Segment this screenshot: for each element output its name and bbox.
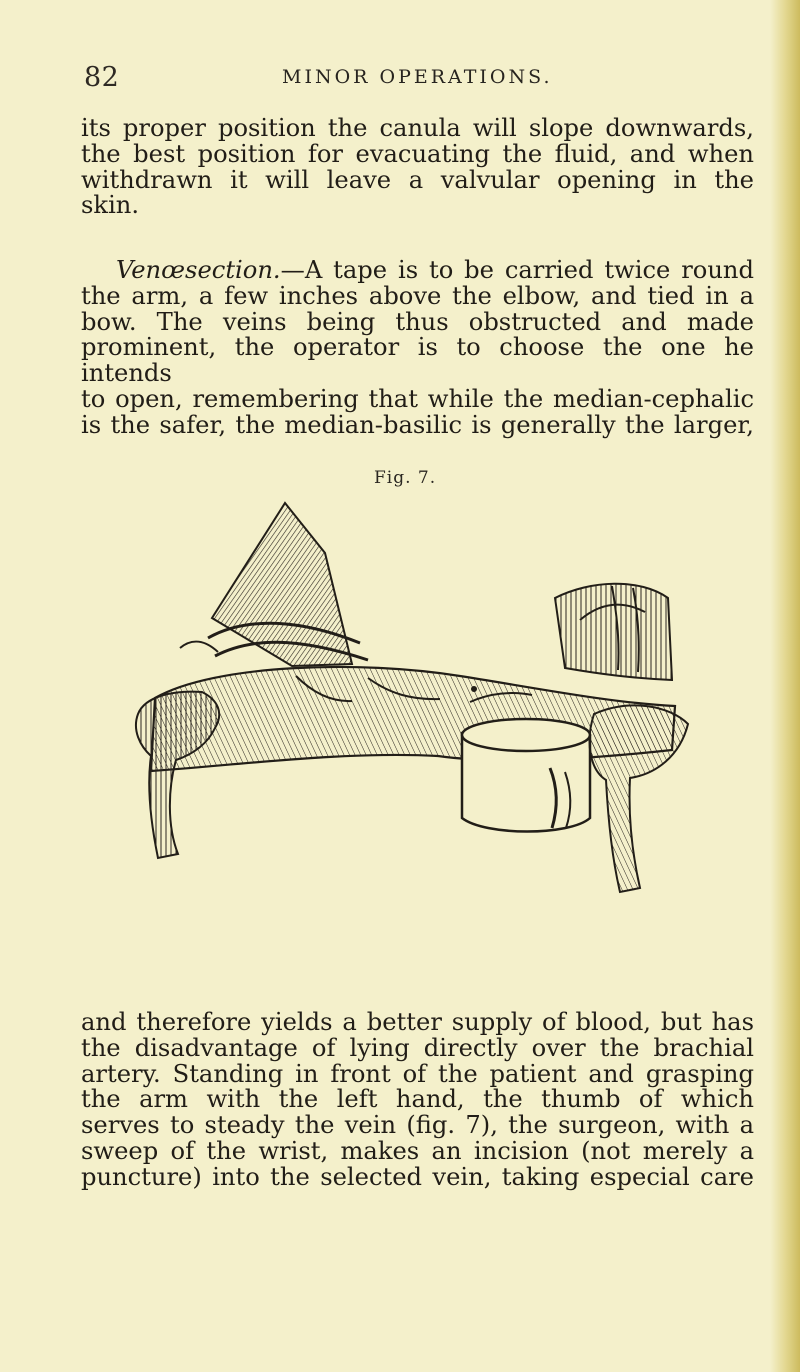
paragraph-line: to open, remembering that while the median-cephalic	[81, 384, 754, 413]
paragraph-line: serves to steady the vein (fig. 7), the surgeon, with a	[81, 1111, 754, 1140]
paragraph-line: the arm, a few inches above the elbow, and tied in a	[81, 281, 754, 310]
paragraph-line: the best position for evacuating the fluid, and when	[81, 139, 754, 168]
figure-label: Fig. 7.	[374, 468, 437, 488]
paragraph-line: prominent, the operator is to choose the one he intends	[81, 333, 754, 388]
arm-venesection-drawing	[120, 488, 695, 1008]
lower-right-hand-shape	[590, 705, 688, 892]
paragraph-line: is the safer, the median-basilic is generally the larger,	[81, 410, 754, 439]
page-number: 82	[84, 62, 120, 93]
paragraph-line-first	[81, 258, 754, 284]
paragraph-3	[81, 1010, 754, 1191]
figure-7-illustration	[120, 488, 695, 1008]
paragraph-line: sweep of the wrist, makes an incision (not merely a	[81, 1136, 754, 1165]
paragraph-line: puncture) into the selected vein, taking especial care	[81, 1162, 754, 1191]
bleeding-bowl-rim	[462, 719, 590, 751]
paragraph-line: the disadvantage of lying directly over the brachial	[81, 1033, 754, 1062]
paragraph-line: artery. Standing in front of the patient and grasping	[81, 1059, 754, 1088]
paragraph-line: withdrawn it will leave a valvular opening in the	[81, 165, 754, 194]
paragraph-line: and therefore yields a better supply of blood, but has	[81, 1008, 754, 1036]
left-hand-shape	[136, 692, 219, 858]
paragraph-1	[81, 116, 754, 219]
paragraph-line: bow. The veins being thus obstructed and made	[81, 307, 754, 336]
paragraph-line: its proper position the canula will slope downwards,	[81, 114, 754, 142]
paragraph-venaesection	[81, 258, 754, 439]
section-heading: Venœsection.	[116, 256, 281, 284]
paragraph-line: skin.	[81, 191, 140, 220]
running-head: MINOR OPERATIONS.	[282, 66, 553, 88]
paragraph-line-rest: —A tape is to be carried twice round	[280, 256, 754, 284]
paragraph-line: the arm with the left hand, the thumb of which	[81, 1085, 754, 1114]
